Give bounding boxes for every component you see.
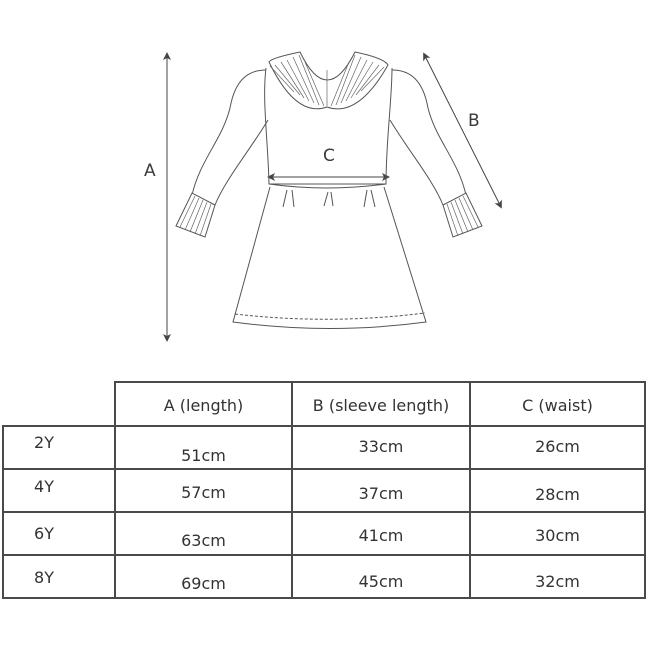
size-label: 6Y (34, 524, 54, 543)
waist-value: 26cm (535, 437, 580, 456)
waist-value: 30cm (535, 526, 580, 545)
table-border-top (115, 381, 646, 383)
label-c: C (323, 146, 335, 166)
waist-value: 28cm (535, 485, 580, 504)
label-a: A (144, 161, 156, 181)
table-divider (2, 425, 646, 427)
label-b: B (468, 111, 480, 131)
table-border-bottom (2, 597, 646, 599)
sleeve-value: 37cm (358, 484, 404, 503)
header-length: A (length) (163, 396, 244, 415)
length-value: 63cm (181, 531, 226, 550)
sleeve-value: 45cm (358, 572, 404, 591)
size-label: 4Y (34, 477, 54, 496)
table-divider (2, 511, 646, 513)
length-value: 51cm (181, 446, 226, 465)
header-waist: C (waist) (522, 396, 593, 415)
size-label: 8Y (34, 568, 54, 587)
size-label: 2Y (34, 433, 54, 452)
length-value: 69cm (181, 574, 226, 593)
length-value: 57cm (181, 483, 226, 502)
waist-value: 32cm (535, 572, 580, 591)
table-divider (644, 381, 646, 599)
sleeve-value: 41cm (358, 526, 404, 545)
sleeve-value: 33cm (358, 437, 404, 456)
table-divider (2, 554, 646, 556)
table-divider (2, 468, 646, 470)
header-sleeve: B (sleeve length) (312, 396, 450, 415)
